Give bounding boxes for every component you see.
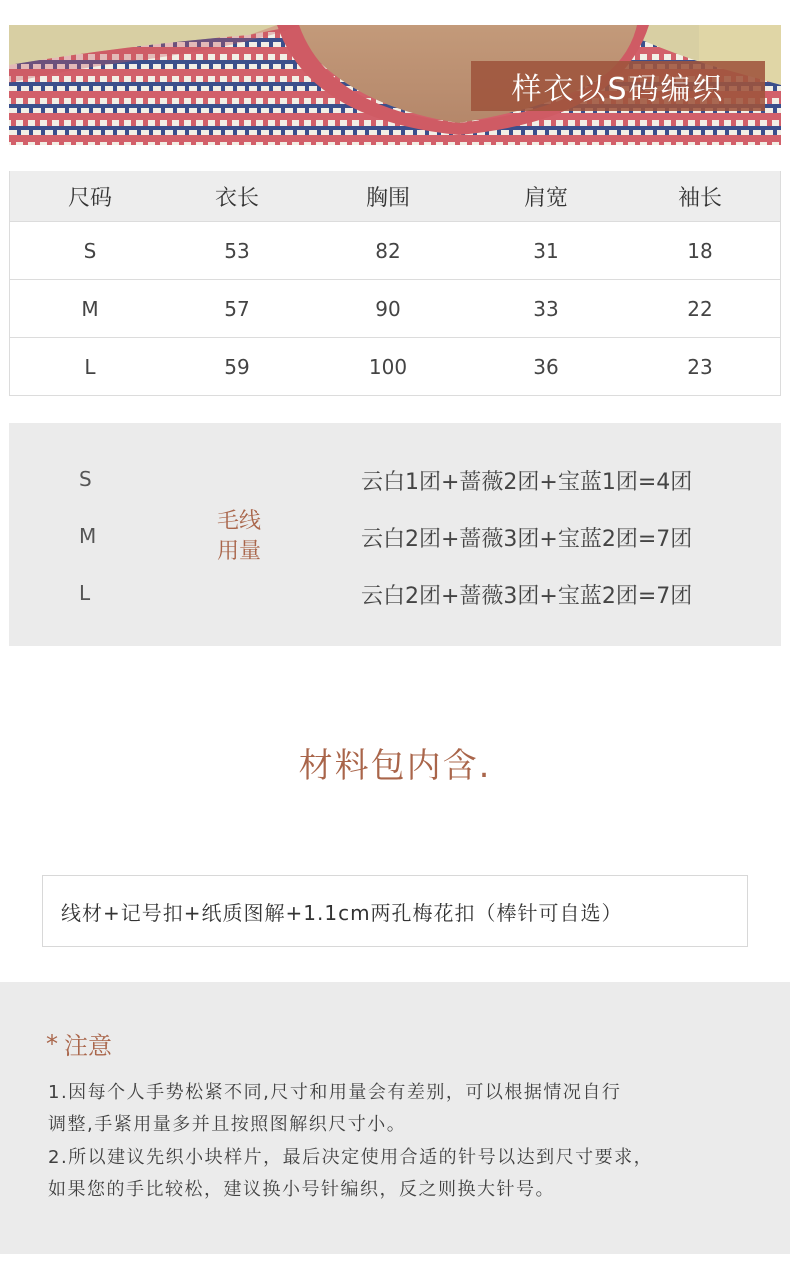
- header-shoulder: 肩宽: [523, 185, 568, 211]
- yarn-size-m: M: [79, 524, 97, 548]
- cell-chest: 82: [375, 238, 401, 263]
- materials-content: 线材+记号扣+纸质图解+1.1cm两孔梅花扣（棒针可自选）: [42, 875, 748, 947]
- cell-shoulder: 31: [533, 238, 559, 263]
- cell-size: S: [83, 238, 97, 263]
- yarn-size-l: L: [79, 581, 91, 605]
- table-row: [10, 279, 780, 337]
- cell-sleeve: 18: [687, 238, 713, 263]
- sample-size-label: 样衣以S码编织: [471, 61, 765, 111]
- note-line-1: 1.因每个人手势松紧不同,尺寸和用量会有差别，可以根据情况自行: [48, 1082, 622, 1103]
- cell-shoulder: 36: [533, 354, 559, 379]
- table-row: [10, 221, 780, 279]
- banner-photo: [9, 25, 781, 145]
- materials-title: 材料包内含.: [298, 746, 492, 786]
- yarn-label-line2: 用量: [216, 539, 261, 564]
- cell-chest: 90: [375, 296, 401, 321]
- cell-chest: 100: [368, 354, 408, 379]
- header-length: 衣长: [214, 185, 259, 211]
- size-table: [9, 171, 781, 396]
- yarn-size-s: S: [79, 467, 92, 491]
- notes-section: [0, 982, 790, 1254]
- yarn-label-line1: 毛线: [216, 509, 261, 534]
- cell-length: 53: [224, 238, 250, 263]
- table-row: [10, 337, 780, 395]
- note-line-2: 调整,手紧用量多并且按照图解织尺寸小。: [48, 1114, 407, 1135]
- cell-size: L: [84, 354, 96, 379]
- notes-heading: [46, 1026, 112, 1061]
- cell-sleeve: 22: [687, 296, 713, 321]
- yarn-usage-section: [9, 423, 781, 646]
- asterisk-icon: *: [46, 1029, 58, 1058]
- yarn-value-s: 云白1团+蔷薇2团+宝蓝1团=4团: [361, 470, 693, 495]
- cell-size: M: [81, 296, 99, 321]
- header-sleeve: 袖长: [677, 185, 722, 211]
- header-chest: 胸围: [365, 185, 410, 211]
- size-table-header: [10, 171, 780, 221]
- cell-length: 59: [224, 354, 250, 379]
- cell-shoulder: 33: [533, 296, 559, 321]
- cell-sleeve: 23: [687, 354, 713, 379]
- yarn-value-l: 云白2团+蔷薇3团+宝蓝2团=7团: [361, 584, 693, 609]
- yarn-value-m: 云白2团+蔷薇3团+宝蓝2团=7团: [361, 527, 693, 552]
- notes-title: 注意: [64, 1032, 112, 1060]
- yarn-usage-label: [209, 507, 269, 567]
- note-line-4: 如果您的手比较松，建议换小号针编织，反之则换大针号。: [48, 1179, 555, 1200]
- cell-length: 57: [224, 296, 250, 321]
- header-size: 尺码: [67, 185, 112, 211]
- note-line-3: 2.所以建议先织小块样片，最后决定使用合适的针号以达到尺寸要求，: [48, 1147, 654, 1168]
